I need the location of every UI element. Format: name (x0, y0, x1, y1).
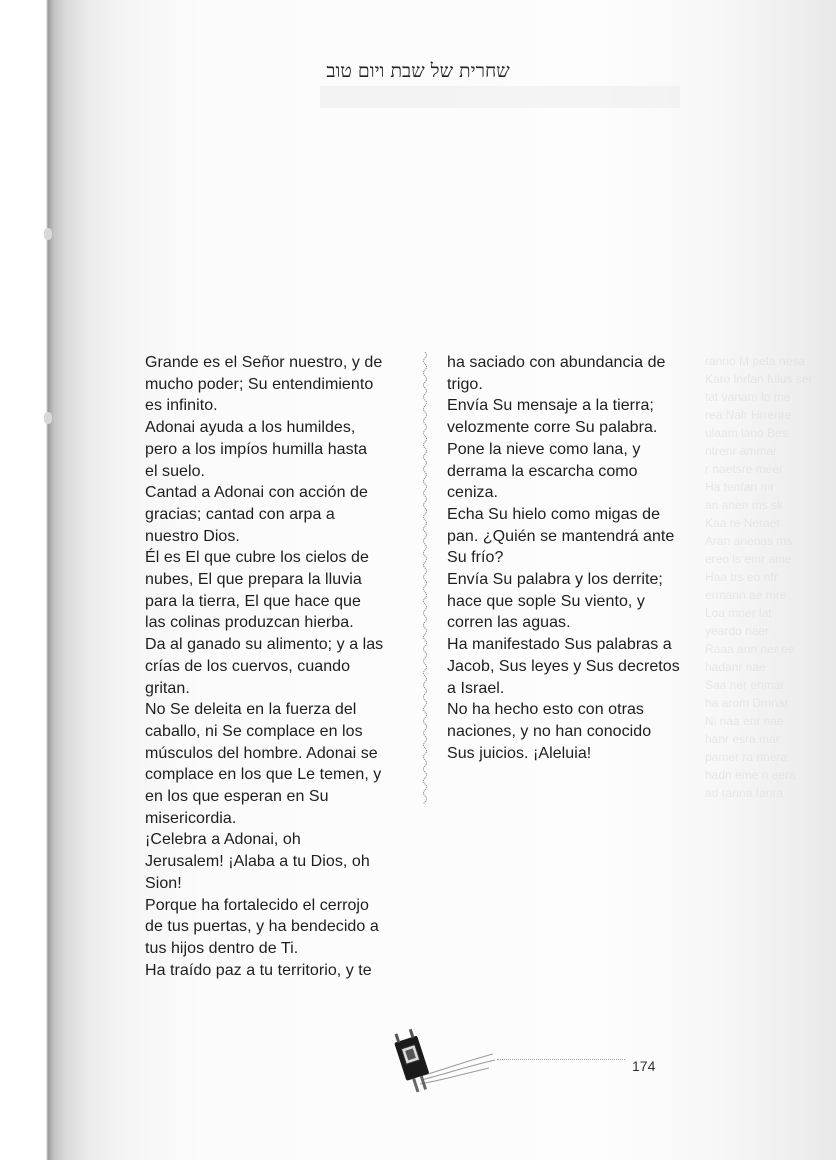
left-text-column (145, 352, 407, 981)
text-line: Ha manifestado Sus palabras a (447, 636, 672, 654)
footer-rule (497, 1059, 625, 1060)
text-line: Envía Su palabra y los derrite; (447, 571, 663, 589)
text-line: Da al ganado su alimento; y a las (145, 636, 384, 654)
right-text-column (447, 352, 699, 764)
text-line: a Israel. (447, 679, 505, 697)
tefillin-straps (420, 1054, 495, 1084)
page-header: שחרית של שבת ויום טוב (326, 60, 510, 82)
text-line: pero a los impíos humilla hasta (145, 440, 368, 458)
text-line: las colinas produzcan hierba. (145, 614, 354, 632)
text-line: No ha hecho esto con otras (447, 701, 644, 719)
bleed-through-text (320, 86, 680, 108)
text-line: gritan. (145, 679, 190, 697)
text-line: pan. ¿Quién se mantendrá ante (447, 527, 675, 545)
wavy-column-divider (418, 352, 432, 804)
tefillin-icon (393, 1024, 503, 1099)
text-line: derrama la escarcha como (447, 462, 638, 480)
text-line: ceniza. (447, 484, 499, 502)
text-line: músculos del hombre. Adonai se (145, 744, 378, 762)
text-line: velozmente corre Su palabra. (447, 419, 658, 437)
text-line: en los que esperan en Su (145, 788, 329, 806)
text-line: mucho poder; Su entendimiento (145, 375, 374, 393)
text-line: es infinito. (145, 397, 218, 415)
text-line: Grande es el Señor nuestro, y de (145, 354, 383, 371)
text-line: Jacob, Sus leyes y Sus decretos (447, 657, 680, 675)
text-line: complace en los que Le temen, y (145, 766, 382, 784)
text-line: trigo. (447, 375, 483, 393)
binding-mark (44, 228, 52, 240)
text-line: ha saciado con abundancia de (447, 354, 666, 371)
text-line: Él es El que cubre los cielos de (145, 549, 369, 567)
text-line: Porque ha fortalecido el cerrojo (145, 896, 369, 914)
text-line: de tus puertas, y ha bendecido a (145, 918, 379, 936)
text-line: tus hijos dentro de Ti. (145, 939, 299, 957)
text-line: Envía Su mensaje a la tierra; (447, 397, 654, 415)
text-line: para la tierra, El que hace que (145, 592, 361, 610)
text-line: Adonai ayuda a los humildes, (145, 419, 356, 437)
text-line: No Se deleita en la fuerza del (145, 701, 357, 719)
page-number: 174 (632, 1058, 656, 1074)
text-line: Pone la nieve como lana, y (447, 440, 641, 458)
text-line: misericordia. (145, 809, 237, 827)
text-line: Su frío? (447, 549, 504, 567)
text-line: hace que sople Su viento, y (447, 592, 645, 610)
text-line: ¡Celebra a Adonai, oh (145, 831, 301, 849)
text-line: gracias; cantad con arpa a (145, 505, 335, 523)
text-line: Sion! (145, 874, 182, 892)
text-line: caballo, ni Se complace en los (145, 722, 363, 740)
bleed-through-text: ranno M peta nesa Karo lnrfan fulus ser tat vanam lo me rea Nalr Hrrenre ulaam lano Bes ntrenr ammar r naetsre meer Ha tenfan mr an anen ms sk Kaa re Neraet Aran anenas ms ereo ls emr ame Haa trs eo nfr ermann ae mre Loa mner lat yeardo naer Raaa ann ner ee hadanr nae Saa ner enmar ha arom Dmnar Ni naa enr nae hanr esra mar pamer ra nnera hadn eme n eera ad ranna fanra (705, 354, 813, 800)
text-line: Sus juicios. ¡Aleluia! (447, 744, 592, 762)
text-line: naciones, y no han conocido (447, 722, 652, 740)
text-line: Ha traído paz a tu territorio, y te (145, 961, 372, 979)
text-line: Cantad a Adonai con acción de (145, 484, 368, 502)
text-line: Jerusalem! ¡Alaba a tu Dios, oh (145, 853, 370, 871)
text-line: nubes, El que prepara la lluvia (145, 571, 362, 589)
text-line: corren las aguas. (447, 614, 571, 632)
text-line: el suelo. (145, 462, 206, 480)
text-line: Echa Su hielo como migas de (447, 505, 661, 523)
text-line: nuestro Dios. (145, 527, 240, 545)
binding-mark (44, 412, 52, 424)
text-line: crías de los cuervos, cuando (145, 657, 351, 675)
